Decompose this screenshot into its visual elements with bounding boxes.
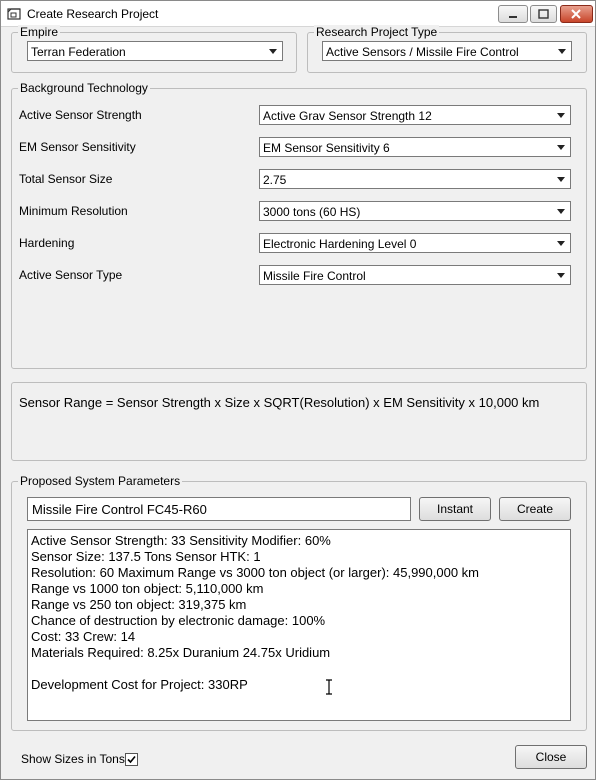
chevron-down-icon	[265, 43, 281, 59]
parameter-line: Active Sensor Strength: 33 Sensitivity Modifier: 60%	[31, 533, 331, 548]
proposed-system-parameters-label: Proposed System Parameters	[20, 474, 181, 488]
parameter-line: Cost: 33 Crew: 14	[31, 629, 136, 644]
background-technology-group-label: Background Technology	[20, 81, 148, 95]
hardening-select[interactable]	[259, 233, 571, 253]
app-icon	[7, 7, 21, 21]
project-type-group-label: Research Project Type	[316, 25, 438, 39]
parameter-line: Materials Required: 8.25x Duranium 24.75x Uridium	[31, 645, 331, 660]
empire-select[interactable]	[27, 41, 283, 61]
hardening-value: Electronic Hardening Level 0	[263, 237, 417, 251]
checkmark-icon	[126, 754, 137, 765]
active-sensor-type-value: Missile Fire Control	[263, 269, 366, 283]
chevron-down-icon	[553, 171, 569, 187]
chevron-down-icon	[553, 235, 569, 251]
total-sensor-size-select[interactable]	[259, 169, 571, 189]
text-cursor-icon	[324, 679, 334, 695]
show-sizes-checkbox[interactable]	[125, 753, 138, 766]
close-window-button[interactable]	[560, 5, 593, 23]
em-sensor-sensitivity-value: EM Sensor Sensitivity 6	[263, 141, 390, 155]
show-sizes-label: Show Sizes in Tons	[21, 752, 125, 766]
parameter-line: Development Cost for Project: 330RP	[31, 677, 248, 692]
project-type-select-value: Active Sensors / Missile Fire Control	[326, 45, 519, 59]
empire-group-label: Empire	[20, 25, 59, 39]
empire-select-value: Terran Federation	[31, 45, 126, 59]
minimize-button[interactable]	[498, 5, 528, 23]
system-parameters-textbox[interactable]	[27, 529, 571, 721]
chevron-down-icon	[553, 267, 569, 283]
total-sensor-size-value: 2.75	[263, 173, 287, 187]
em-sensor-sensitivity-select[interactable]	[259, 137, 571, 157]
hardening-label: Hardening	[19, 236, 75, 250]
project-type-select[interactable]	[322, 41, 572, 61]
active-sensor-type-label: Active Sensor Type	[19, 268, 123, 282]
close-button[interactable]: Close	[515, 745, 587, 769]
total-sensor-size-label: Total Sensor Size	[19, 172, 113, 186]
active-sensor-strength-value: Active Grav Sensor Strength 12	[263, 109, 432, 123]
active-sensor-type-select[interactable]	[259, 265, 571, 285]
sensor-range-formula: Sensor Range = Sensor Strength x Size x SQRT(Resolution) x EM Sensitivity x 10,000 km	[19, 395, 540, 410]
em-sensor-sensitivity-label: EM Sensor Sensitivity	[19, 140, 136, 154]
chevron-down-icon	[553, 139, 569, 155]
active-sensor-strength-select[interactable]	[259, 105, 571, 125]
title-bar	[1, 1, 595, 27]
parameter-line: Range vs 250 ton object: 319,375 km	[31, 597, 247, 612]
parameter-line: Chance of destruction by electronic damage: 100%	[31, 613, 326, 628]
minimum-resolution-label: Minimum Resolution	[19, 204, 128, 218]
minimum-resolution-select[interactable]	[259, 201, 571, 221]
parameter-line: Range vs 1000 ton object: 5,110,000 km	[31, 581, 264, 596]
chevron-down-icon	[553, 107, 569, 123]
parameter-line: Sensor Size: 137.5 Tons Sensor HTK: 1	[31, 549, 261, 564]
background-technology-group	[11, 81, 587, 369]
formula-panel	[11, 382, 587, 461]
minimum-resolution-value: 3000 tons (60 HS)	[263, 205, 361, 219]
maximize-icon	[530, 5, 557, 23]
system-name-input[interactable]	[27, 497, 411, 521]
close-icon	[560, 5, 593, 23]
chevron-down-icon	[554, 43, 570, 59]
active-sensor-strength-label: Active Sensor Strength	[19, 108, 142, 122]
minimize-icon	[498, 5, 528, 23]
chevron-down-icon	[553, 203, 569, 219]
instant-button[interactable]: Instant	[419, 497, 491, 521]
parameter-line: Resolution: 60 Maximum Range vs 3000 ton object (or larger): 45,990,000 km	[31, 565, 480, 580]
create-button[interactable]: Create	[499, 497, 571, 521]
maximize-button[interactable]	[530, 5, 557, 23]
window-title: Create Research Project	[27, 7, 159, 21]
